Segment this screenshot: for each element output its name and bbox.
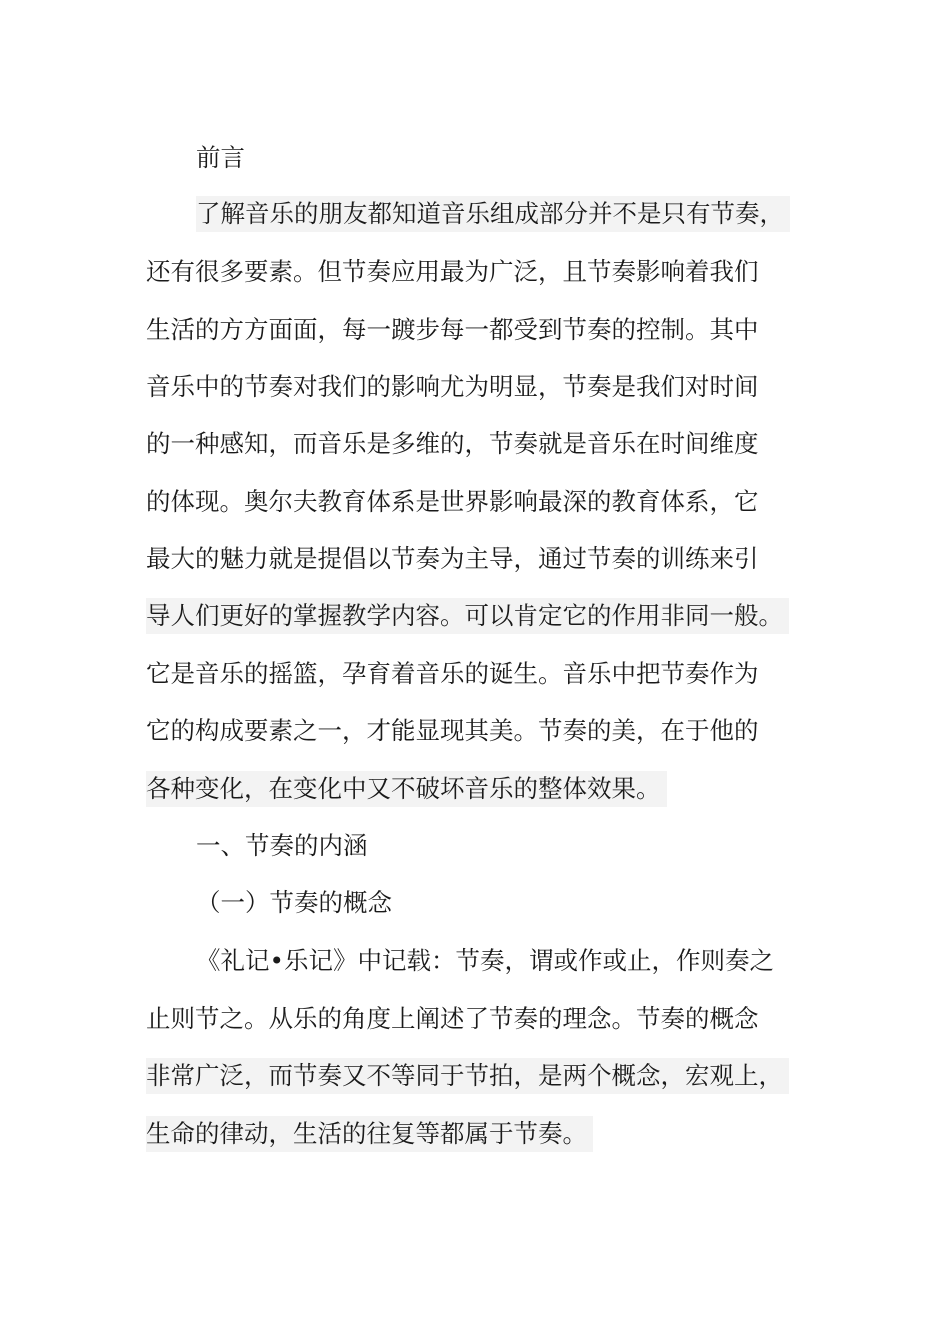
section-heading: 一、节奏的内涵 [196,831,368,860]
paragraph-line: 生命的律动，生活的往复等都属于节奏。 [146,1116,593,1152]
paragraph-line: 的体现。奥尔夫教育体系是世界影响最深的教育体系，它 [146,487,759,516]
paragraph-line: 它的构成要素之一，才能显现其美。节奏的美，在于他的 [146,716,759,745]
paragraph-line: 它是音乐的摇篮，孕育着音乐的诞生。音乐中把节奏作为 [146,659,759,688]
subsection-heading: （一）节奏的概念 [196,888,392,917]
paragraph-line: 音乐中的节奏对我们的影响尤为明显，节奏是我们对时间 [146,372,759,401]
paragraph-line: 最大的魅力就是提倡以节奏为主导，通过节奏的训练来引 [146,544,759,573]
paragraph-line: 的一种感知，而音乐是多维的，节奏就是音乐在时间维度 [146,429,759,458]
preface-heading: 前言 [196,143,245,172]
paragraph-line: 止则节之。从乐的角度上阐述了节奏的理念。节奏的概念 [146,1004,759,1033]
paragraph-line: 生活的方方面面，每一踱步每一都受到节奏的控制。其中 [146,315,759,344]
paragraph-line: 非常广泛，而节奏又不等同于节拍，是两个概念，宏观上， [146,1058,789,1094]
paragraph-line: 还有很多要素。但节奏应用最为广泛，且节奏影响着我们 [146,257,759,286]
paragraph-line: 《礼记•乐记》中记载：节奏，谓或作或止，作则奏之 [196,946,774,975]
paragraph-line: 各种变化，在变化中又不破坏音乐的整体效果。 [146,771,667,807]
paragraph-line: 了解音乐的朋友都知道音乐组成部分并不是只有节奏， [196,196,790,232]
paragraph-line: 导人们更好的掌握教学内容。可以肯定它的作用非同一般。 [146,598,789,634]
